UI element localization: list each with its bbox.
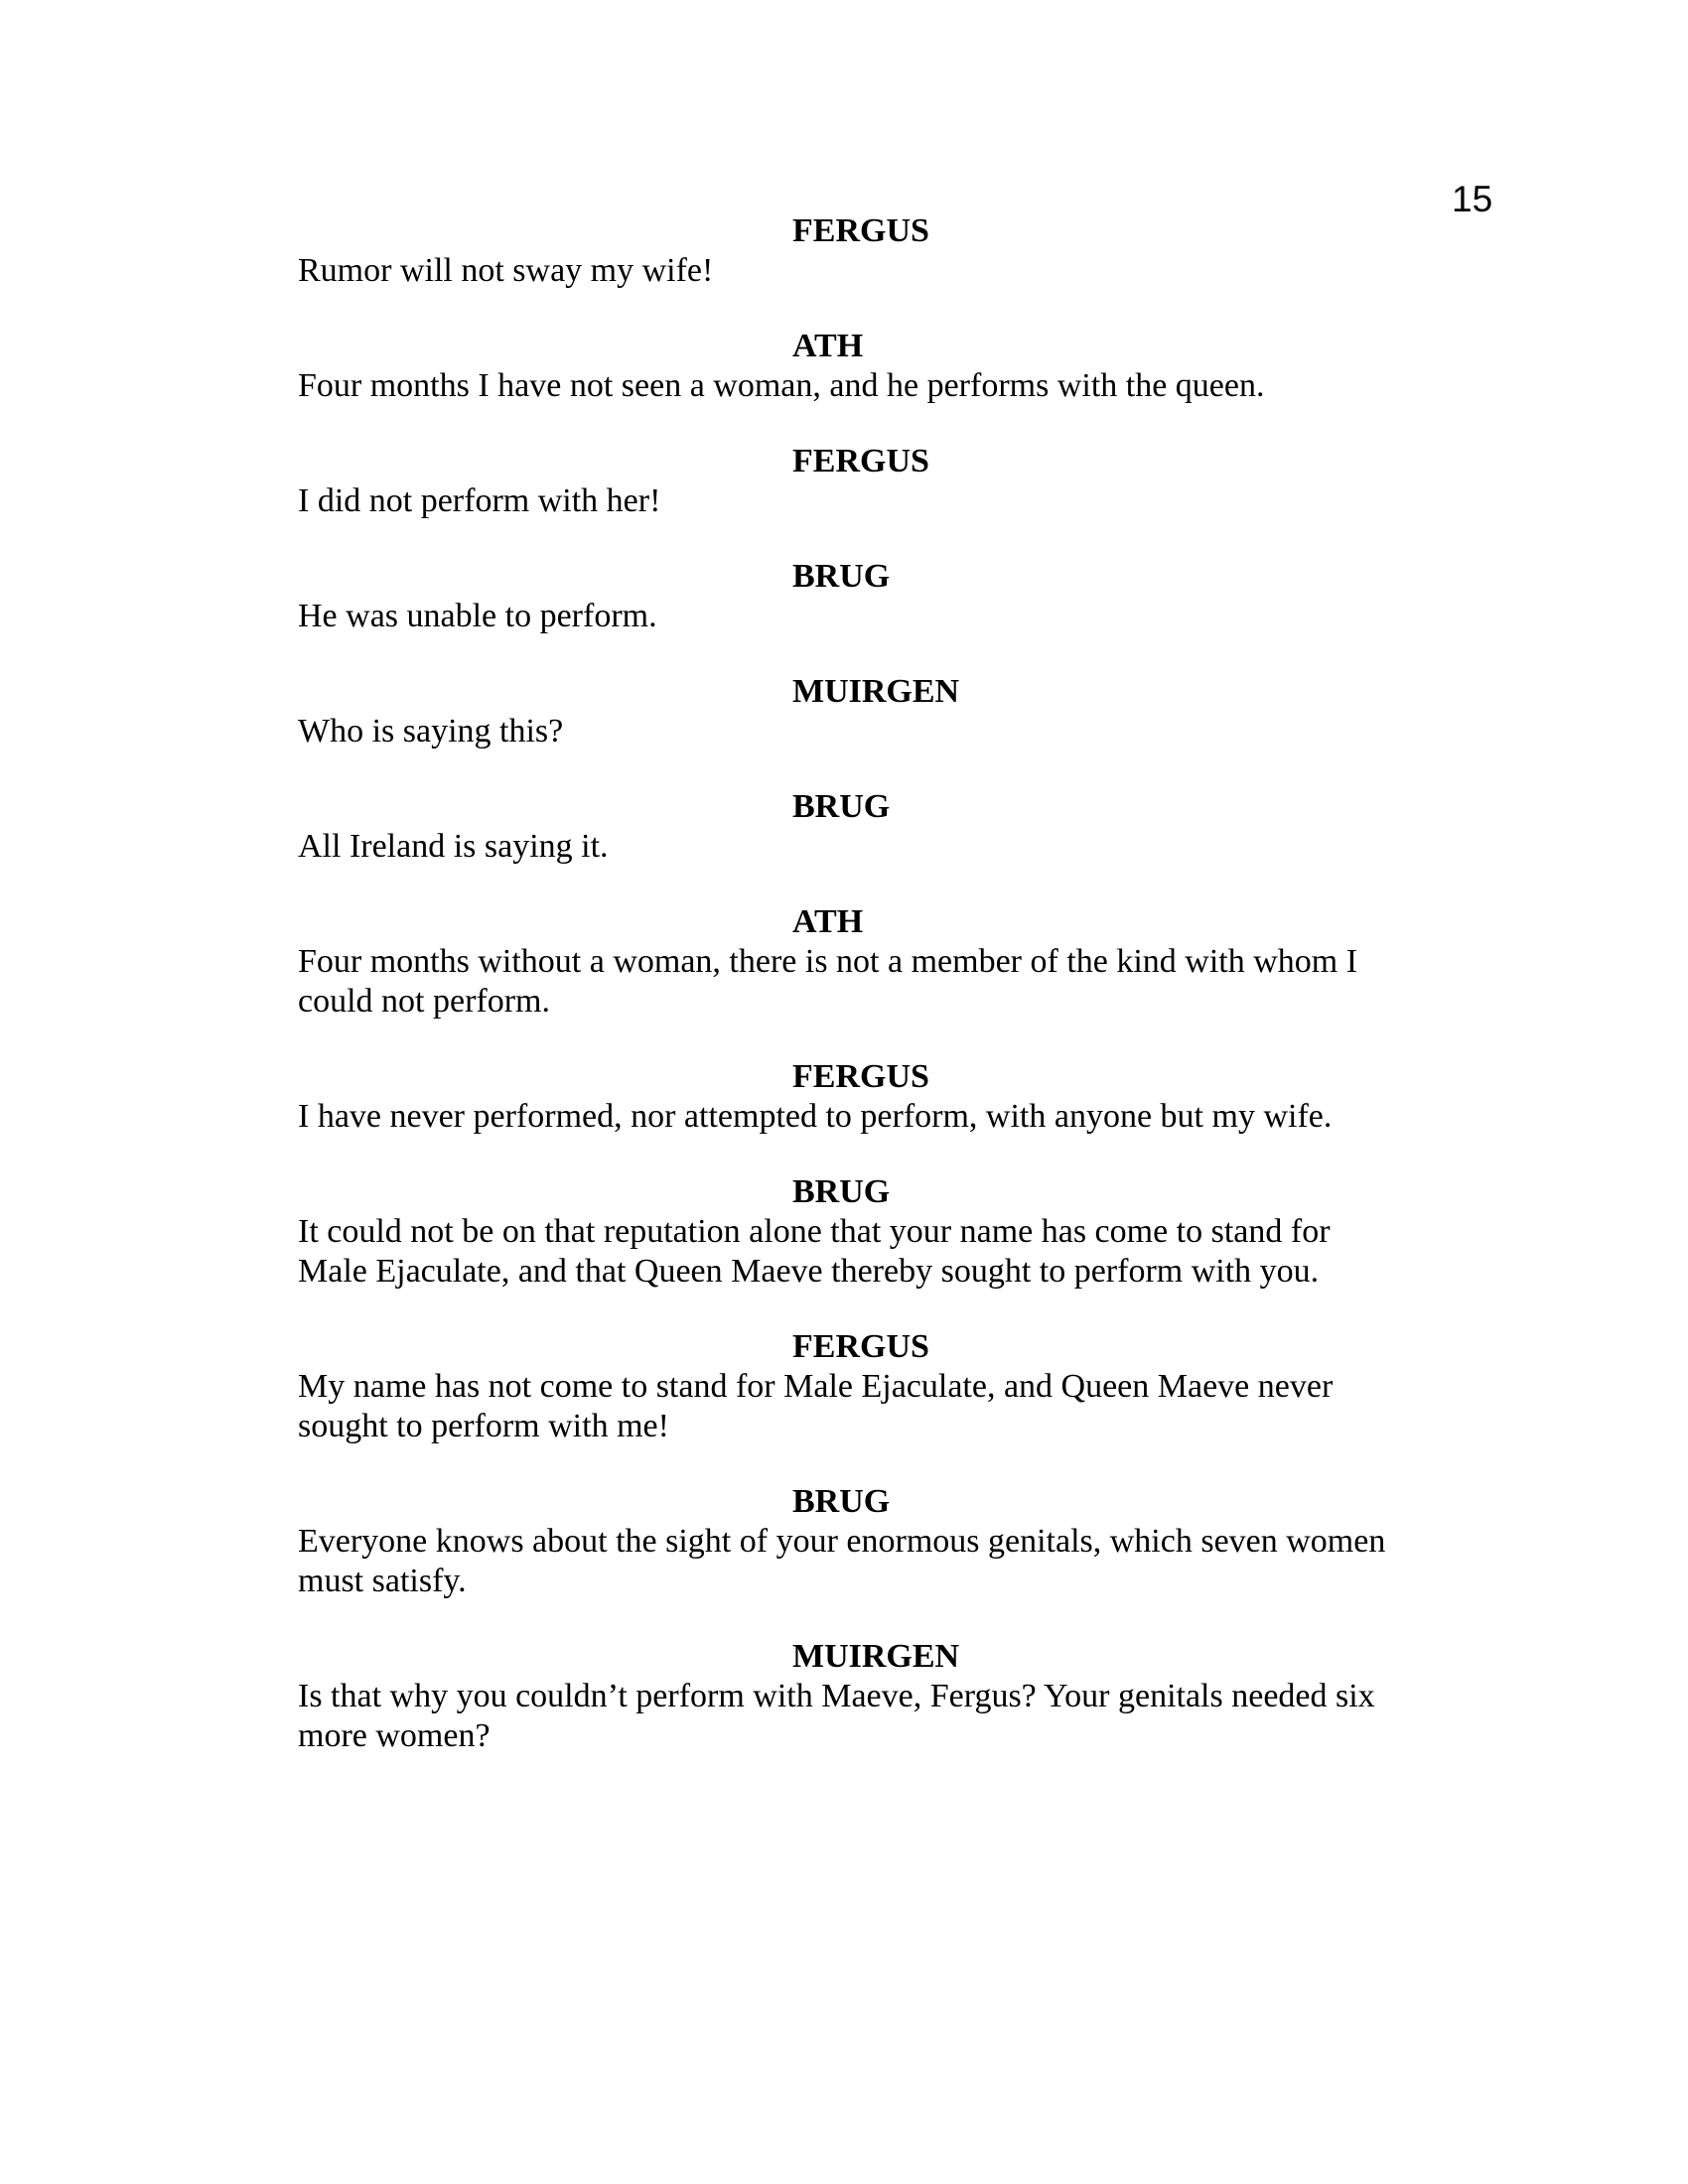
dialogue-line: Who is saying this? [298,713,564,750]
dialogue-text [298,827,1440,867]
dialogue-line: more women? [298,1717,491,1754]
character-cue: BRUG [792,1483,891,1520]
dialogue-line: My name has not come to stand for Male Ejaculate, and Queen Maeve never [298,1368,1334,1405]
character-cue: FERGUS [792,443,929,479]
dialogue-text [298,366,1440,406]
dialogue-line: I have never performed, nor attempted to perform, with anyone but my wife. [298,1098,1333,1135]
script-content [298,211,1440,1792]
character-cue: MUIRGEN [792,673,960,710]
dialogue-line: All Ireland is saying it. [298,828,609,865]
page-number: 15 [1452,179,1493,219]
dialogue-block [298,1637,1440,1756]
dialogue-line: sought to perform with me! [298,1408,669,1444]
dialogue-block [298,787,1440,867]
character-cue: ATH [792,328,864,364]
dialogue-block [298,1327,1440,1446]
dialogue-block [298,902,1440,1022]
dialogue-text [298,481,1440,521]
dialogue-text [298,597,1440,636]
dialogue-text [298,1097,1440,1137]
dialogue-block [298,1172,1440,1292]
character-cue: ATH [792,903,864,940]
dialogue-block [298,327,1440,406]
dialogue-block [298,557,1440,636]
dialogue-line: Everyone knows about the sight of your enormous genitals, which seven women [298,1523,1386,1560]
dialogue-block [298,1057,1440,1137]
dialogue-text [298,1677,1440,1756]
dialogue-line: Four months I have not seen a woman, and he performs with the queen. [298,367,1265,404]
dialogue-line: Is that why you couldn’t perform with Maeve, Fergus? Your genitals needed six [298,1678,1375,1714]
dialogue-line: could not perform. [298,983,550,1020]
dialogue-text [298,1367,1440,1446]
character-cue: FERGUS [792,1058,929,1095]
character-cue: FERGUS [792,1328,929,1365]
dialogue-block [298,211,1440,291]
character-cue: FERGUS [792,212,929,249]
dialogue-line: Four months without a woman, there is not a member of the kind with whom I [298,943,1358,980]
dialogue-line: Rumor will not sway my wife! [298,252,714,289]
dialogue-line: It could not be on that reputation alone that your name has come to stand for [298,1213,1331,1250]
dialogue-block [298,672,1440,751]
dialogue-line: Male Ejaculate, and that Queen Maeve thereby sought to perform with you. [298,1253,1320,1290]
character-cue: BRUG [792,1173,891,1210]
character-cue: BRUG [792,788,891,825]
dialogue-line: must satisfy. [298,1563,467,1599]
dialogue-line: I did not perform with her! [298,482,661,519]
dialogue-block [298,442,1440,521]
dialogue-text [298,942,1440,1022]
dialogue-text [298,251,1440,291]
character-cue: MUIRGEN [792,1638,960,1675]
character-cue: BRUG [792,558,891,595]
dialogue-line: He was unable to perform. [298,598,657,634]
dialogue-block [298,1482,1440,1601]
dialogue-text [298,712,1440,751]
dialogue-text [298,1212,1440,1292]
dialogue-text [298,1522,1440,1601]
